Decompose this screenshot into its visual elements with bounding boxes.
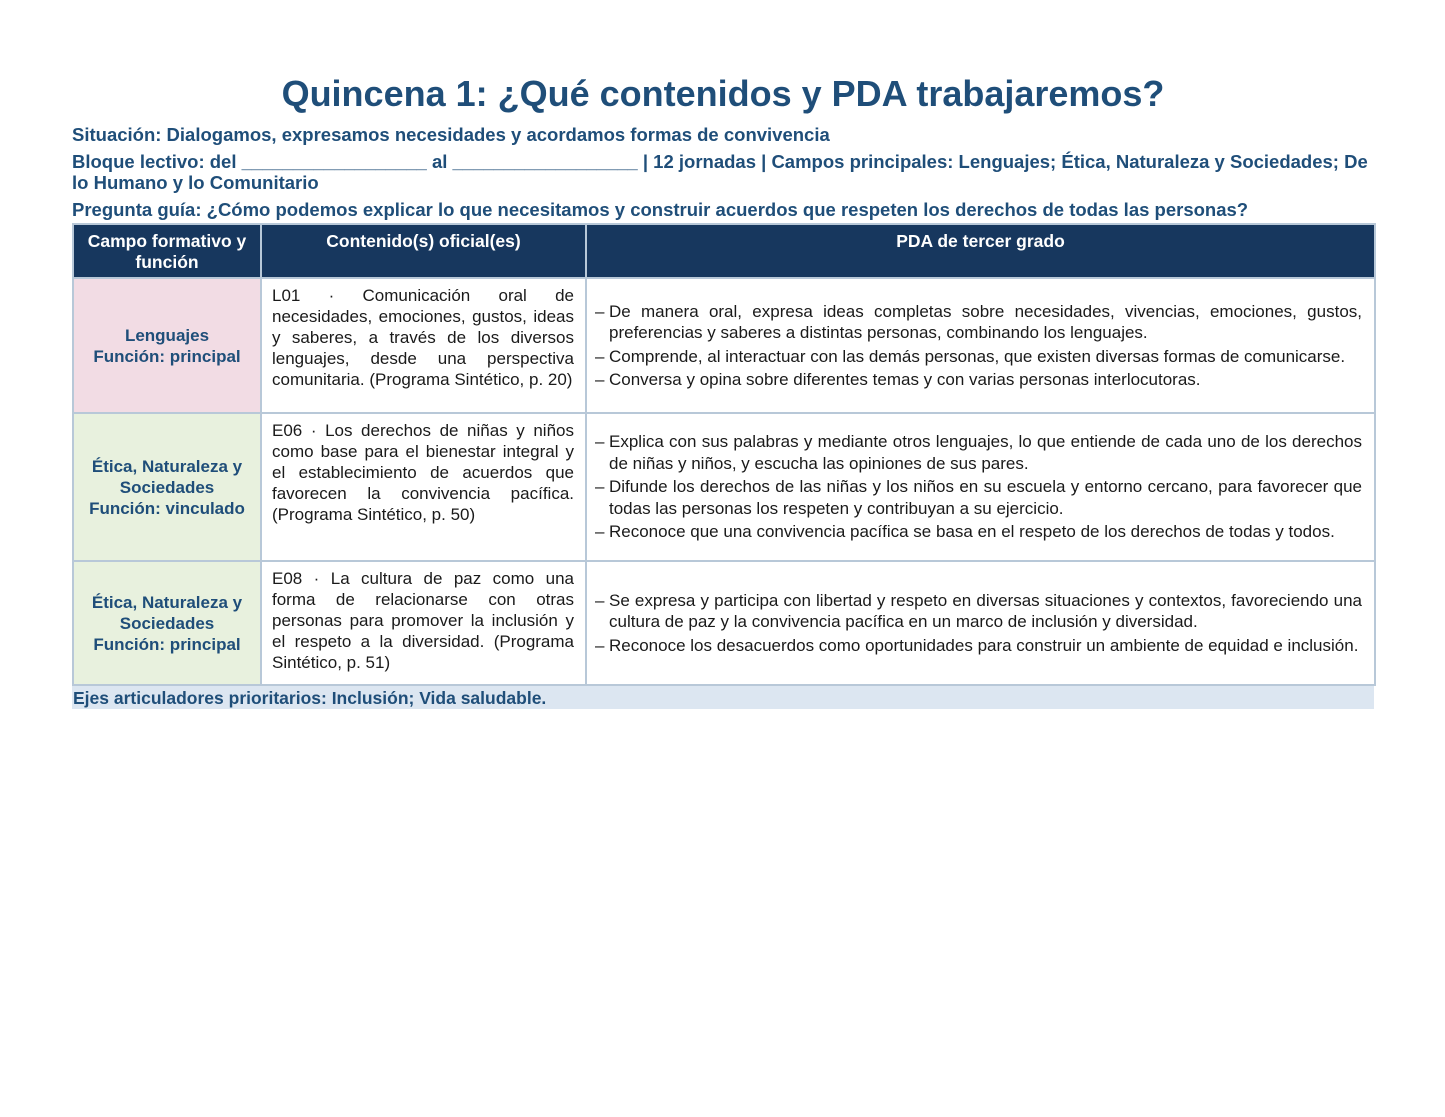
table-row	[73, 561, 1375, 685]
contenido-cell: E06 · Los derechos de niñas y niños como base para el bienestar integral y el establecimiento de acuerdos que favorecen la convivencia pacífica. (Programa Sintético, p. 50)	[261, 413, 586, 561]
campo-name: Ética, Naturaleza y Sociedades	[91, 456, 243, 497]
pregunta-guia-line: Pregunta guía: ¿Cómo podemos explicar lo que necesitamos y construir acuerdos que respeten los derechos de todas las personas?	[72, 199, 1249, 220]
campo-funcion: Función: principal	[93, 634, 241, 654]
campo-cell	[73, 278, 261, 413]
pda-cell	[586, 413, 1375, 561]
campo-cell	[73, 413, 261, 561]
pda-cell	[586, 561, 1375, 685]
header-campo: Campo formativo y función	[73, 224, 261, 278]
pda-item: – Conversa y opina sobre diferentes temas y con varias personas interlocutoras.	[597, 369, 1362, 391]
pda-item: – Comprende, al interactuar con las demás personas, que existen diversas formas de comunicarse.	[597, 346, 1362, 368]
campo-name: Ética, Naturaleza y Sociedades	[91, 592, 243, 633]
pda-item: – Explica con sus palabras y mediante otros lenguajes, lo que entiende de cada uno de los derechos de niñas y niños, y escucha las opiniones de sus pares.	[597, 431, 1362, 474]
ejes-articuladores: Ejes articuladores prioritarios: Inclusión; Vida saludable.	[72, 686, 1374, 709]
pda-item: – Se expresa y participa con libertad y respeto en diversas situaciones y contextos, favoreciendo una cultura de paz y la convivencia pacífica en un marco de inclusión y diversidad.	[597, 590, 1362, 633]
table-header-row	[73, 224, 1375, 278]
pda-item: – De manera oral, expresa ideas completas sobre necesidades, vivencias, emociones, gustos, preferencias y saberes a distintas personas, combinando los lenguajes.	[597, 301, 1362, 344]
contenido-cell: E08 · La cultura de paz como una forma de relacionarse con otras personas para promover la inclusión y el respeto a la diversidad. (Programa Sintético, p. 51)	[261, 561, 586, 685]
contenidos-table	[72, 223, 1376, 686]
pda-item: – Reconoce los desacuerdos como oportunidades para construir un ambiente de equidad e inclusión.	[597, 635, 1362, 657]
pda-cell	[586, 278, 1375, 413]
campo-name: Lenguajes	[124, 325, 210, 345]
campo-funcion: Función: principal	[93, 346, 241, 366]
contenido-cell: L01 · Comunicación oral de necesidades, emociones, gustos, ideas y saberes, a través de los diversos lenguajes, desde una perspectiva comunitaria. (Programa Sintético, p. 20)	[261, 278, 586, 413]
document-page	[72, 70, 1374, 709]
bloque-lectivo-line: Bloque lectivo: del __________________ al __________________ | 12 jornadas | Campos principales: Lenguajes; Ética, Naturaleza y Sociedades; De lo Humano y lo Comunitario	[72, 151, 1368, 193]
header-pda: PDA de tercer grado	[586, 224, 1375, 278]
table-row	[73, 278, 1375, 413]
situacion-line: Situación: Dialogamos, expresamos necesidades y acordamos formas de convivencia	[72, 124, 830, 145]
campo-cell	[73, 561, 261, 685]
table-row	[73, 413, 1375, 561]
pda-item: – Reconoce que una convivencia pacífica se basa en el respeto de los derechos de todas y todos.	[597, 521, 1362, 543]
header-contenido: Contenido(s) oficial(es)	[261, 224, 586, 278]
pda-item: – Difunde los derechos de las niñas y los niños en su escuela y entorno cercano, para favorecer que todas las personas los respeten y contribuyan a su ejercicio.	[597, 476, 1362, 519]
campo-funcion: Función: vinculado	[89, 498, 245, 518]
page-title: Quincena 1: ¿Qué contenidos y PDA trabajaremos?	[281, 73, 1165, 114]
